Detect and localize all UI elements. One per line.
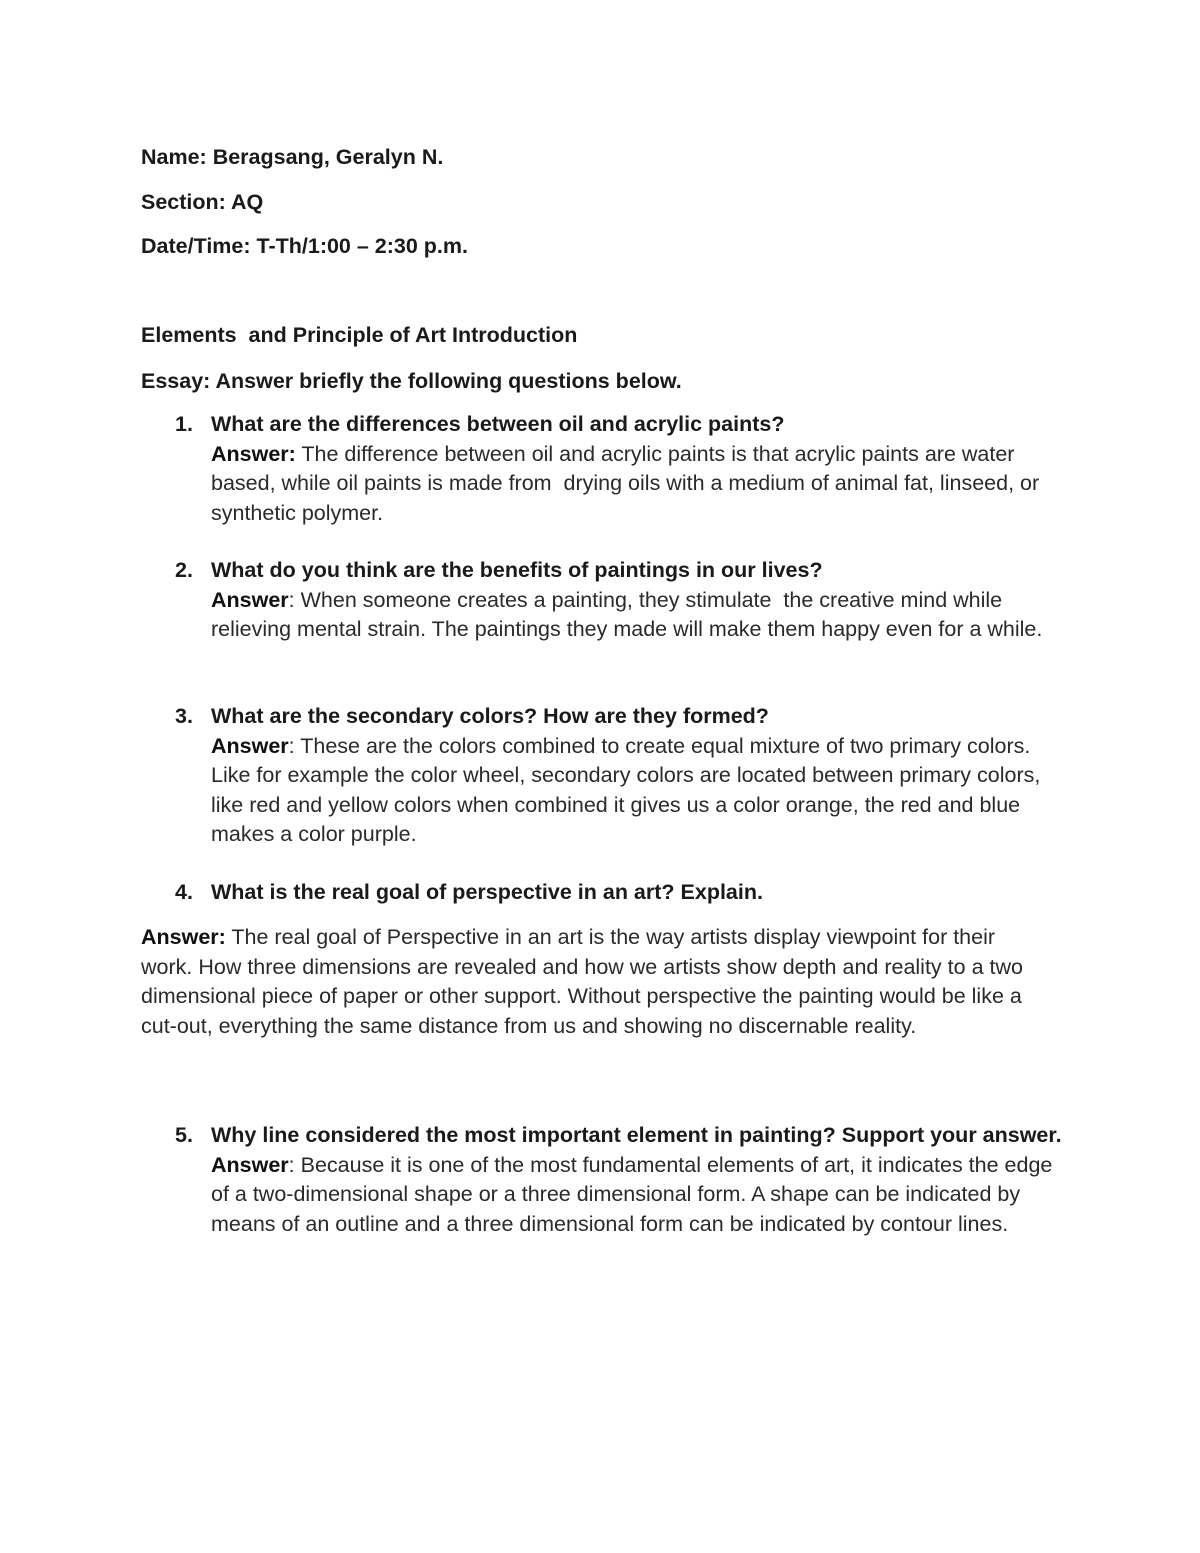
question-2-text: What do you think are the benefits of paintings in our lives? [211,558,823,582]
question-3-text: What are the secondary colors? How are they formed? [211,704,769,728]
question-3 [175,702,1075,850]
question-4-number: 4. [175,880,193,904]
question-1-number: 1. [175,412,193,436]
name-value: Beragsang, Geralyn N. [212,145,444,169]
answer-5 [211,1151,1075,1240]
question-4 [175,878,1075,908]
answer-3 [211,732,1075,850]
answer-1-label: Answer: [211,441,296,466]
answer-5-label: Answer [211,1152,289,1177]
answer-5-text: : Because it is one of the most fundamental elements of art, it indicates the edge of a two-dimensional shape or a three dimensional form. A shape can be indicated by means of an outline and a three dimensional form can be indicated by contour lines. [211,1152,1059,1236]
answer-1 [211,440,1075,529]
question-2-number: 2. [175,558,193,582]
question-5-text: Why line considered the most important element in painting? Support your answer. [211,1123,1062,1147]
question-5-number: 5. [175,1123,193,1147]
section-value: AQ [231,190,264,214]
question-3-number: 3. [175,704,193,728]
name-line [141,144,443,170]
question-5 [175,1121,1075,1239]
answer-2-text: : When someone creates a painting, they stimulate the creative mind while relieving mental strain. The paintings they made will make them happy even for a while. [211,587,1043,641]
answer-2-label: Answer [211,587,289,612]
answer-4-label: Answer: [141,925,226,949]
question-4-text: What is the real goal of perspective in an art? Explain. [211,880,763,904]
datetime-label: Date/Time: [141,234,251,258]
section-line [141,189,263,215]
question-2 [175,556,1075,645]
section-label: Section: [141,190,226,214]
document-title: Elements and Principle of Art Introduction [141,323,578,347]
answer-3-label: Answer [211,733,289,758]
answer-3-text: : These are the colors combined to create equal mixture of two primary colors. Like for example the color wheel, secondary colors are located between primary colors, like red and yellow colors when combined it gives us a color orange, the red and blue makes a color purple. [211,733,1047,846]
answer-2 [211,586,1075,645]
datetime-value: T-Th/1:00 – 2:30 p.m. [256,234,468,258]
essay-instruction: Essay: Answer briefly the following questions below. [141,369,682,393]
answer-1-text: The difference between oil and acrylic paints is that acrylic paints are water based, while oil paints is made from drying oils with a medium of animal fat, linseed, or synthetic polymer. [211,441,1046,525]
answer-4-text: The real goal of Perspective in an art is the way artists display viewpoint for their work. How three dimensions are revealed and how we artists show depth and reality to a two dimensional piece of paper or other support. Without perspective the painting would be like a cut-out, everything the same distance from us and showing no discernable reality. [141,925,1029,1038]
name-label: Name: [141,145,207,169]
question-1 [175,410,1075,528]
datetime-line [141,233,468,259]
question-1-text: What are the differences between oil and acrylic paints? [211,412,785,436]
answer-4 [141,923,1051,1041]
